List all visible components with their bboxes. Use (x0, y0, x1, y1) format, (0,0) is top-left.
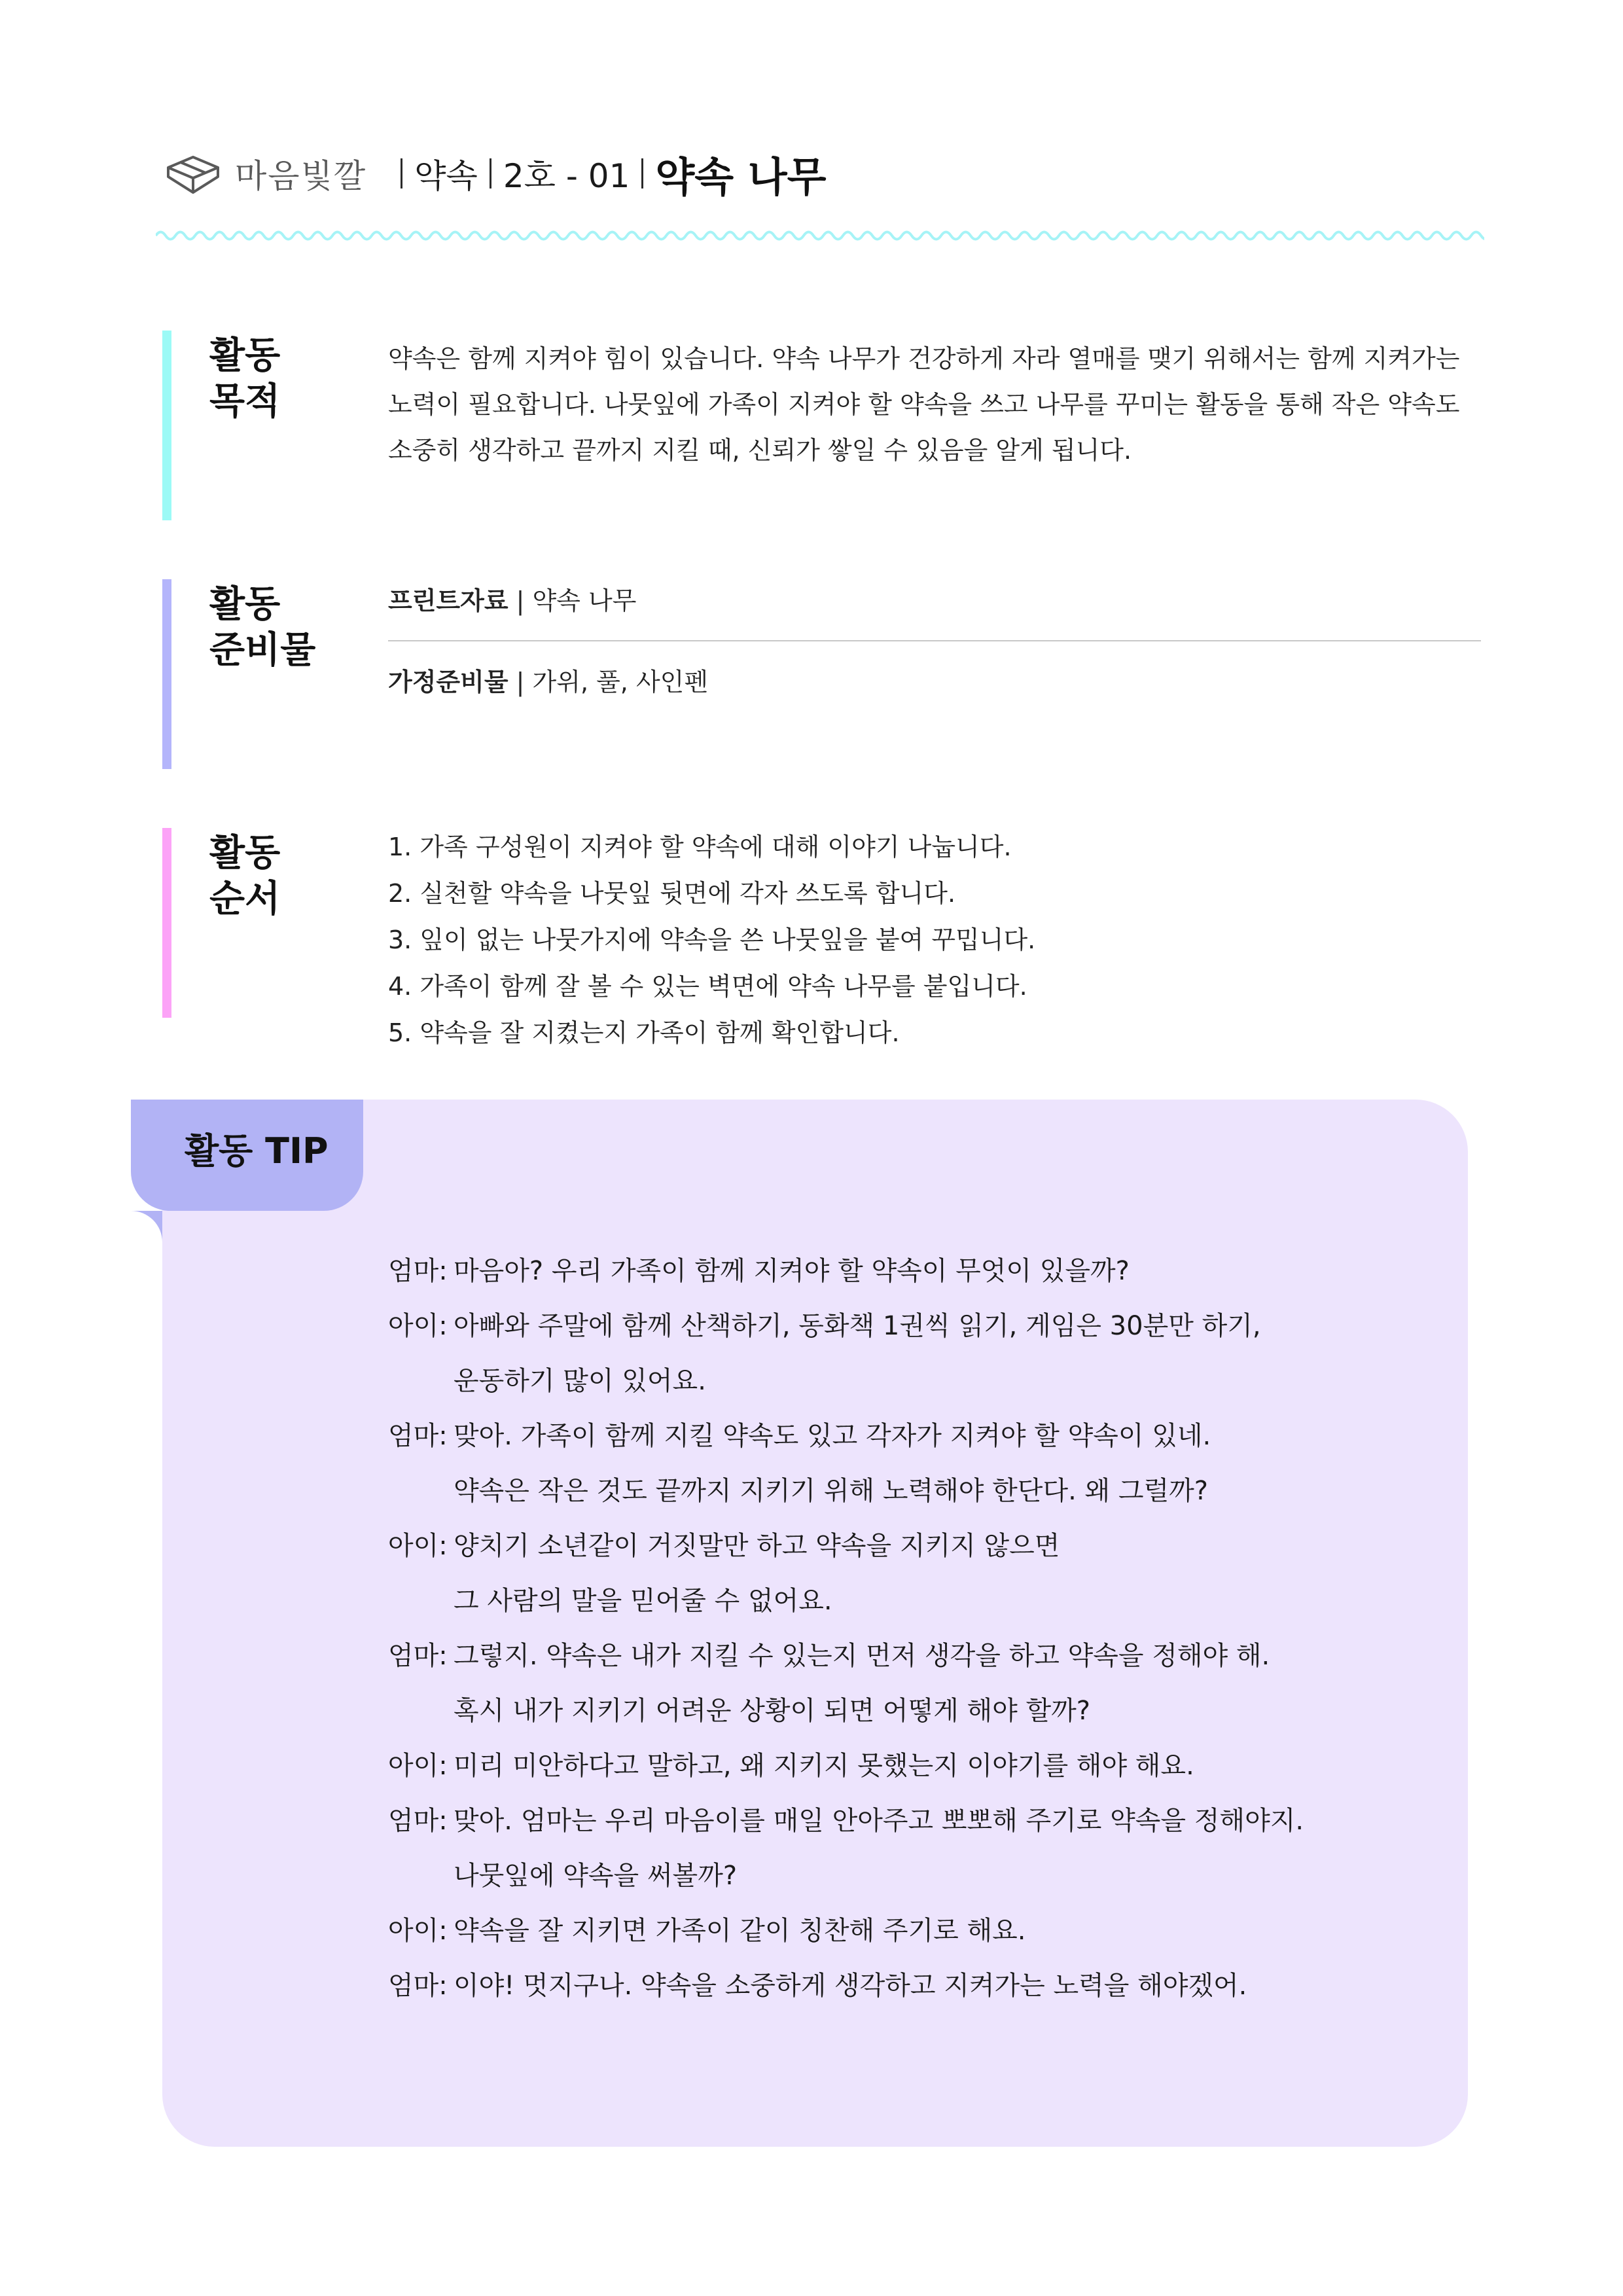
speaker-label: 엄마: (388, 1971, 448, 2001)
tip-dialogue (388, 1244, 1304, 2013)
steps-list (388, 824, 1481, 1056)
wavy-divider (156, 226, 1484, 245)
speaker-label: 아이: (388, 1916, 448, 1946)
dialogue-text: 맞아. 가족이 함께 지킬 약속도 있고 각자가 지켜야 할 약속이 있네. (454, 1421, 1211, 1451)
breadcrumb-issue: 2호 - 01 (503, 157, 630, 195)
dialogue-line (388, 1463, 1304, 1518)
tip-tab-notch (131, 1211, 162, 1242)
home-materials-label: 가정준비물 (388, 668, 508, 696)
speaker-label: 엄마: (388, 1806, 448, 1836)
list-item: 1. 가족 구성원이 지켜야 할 약속에 대해 이야기 나눕니다. (388, 833, 1012, 861)
section-title (209, 333, 280, 425)
materials-list (388, 579, 1481, 710)
materials-section (162, 579, 1481, 769)
print-materials-row (388, 584, 1481, 617)
home-materials-value: | 가위, 풀, 사인펜 (516, 668, 709, 696)
purpose-paragraph (388, 336, 1481, 473)
dialogue-line (388, 1793, 1304, 1848)
document-header (160, 141, 827, 206)
section-title (209, 831, 280, 922)
tip-tab (131, 1100, 363, 1211)
dialogue-text: 미리 미안하다고 말하고, 왜 지키지 못했는지 이야기를 해야 해요. (454, 1751, 1194, 1781)
list-item: 3. 잎이 없는 나뭇가지에 약속을 쓴 나뭇잎을 붙여 꾸밉니다. (388, 925, 1036, 954)
dialogue-line (388, 1738, 1304, 1793)
speaker-label: 아이: (388, 1311, 448, 1341)
dialogue-line (388, 1408, 1304, 1463)
section-title-line: 활동 (209, 832, 281, 874)
speaker-label (388, 1848, 454, 1903)
heart-cube-logo-icon (160, 151, 226, 196)
dialogue-text: 약속을 잘 지키면 가족이 같이 칭찬해 주기로 해요. (454, 1916, 1026, 1946)
steps-section (162, 828, 1481, 1047)
speaker-label: 아이: (388, 1531, 448, 1561)
section-title-line: 활동 (209, 583, 281, 626)
dialogue-text: 약속은 작은 것도 끝까지 지키기 위해 노력해야 한단다. 왜 그럴까? (454, 1476, 1209, 1506)
speaker-label: 엄마: (388, 1641, 448, 1671)
section-title-line: 목적 (209, 380, 281, 423)
dialogue-line (388, 1299, 1304, 1354)
paragraph-line: 노력이 필요합니다. 나뭇잎에 가족이 지켜야 할 약속을 쓰고 나무를 꾸미는 활동을 통해 작은 약속도 (388, 390, 1460, 419)
dialogue-line (388, 1354, 1304, 1408)
list-item: 5. 약속을 잘 지켰는지 가족이 함께 확인합니다. (388, 1018, 900, 1047)
dialogue-line (388, 1683, 1304, 1738)
home-materials-row (388, 666, 1481, 698)
speaker-label (388, 1573, 454, 1628)
section-accent-bar (162, 828, 171, 1018)
dialogue-text: 혹시 내가 지키기 어려운 상황이 되면 어떻게 해야 할까? (454, 1696, 1091, 1726)
dialogue-line (388, 1848, 1304, 1903)
row-divider (388, 640, 1481, 641)
section-accent-bar (162, 579, 171, 769)
breadcrumb-separator (641, 158, 643, 188)
dialogue-text: 그 사람의 말을 믿어줄 수 없어요. (454, 1586, 832, 1616)
section-title (209, 582, 315, 673)
speaker-label: 아이: (388, 1751, 448, 1781)
dialogue-text: 그렇지. 약속은 내가 지킬 수 있는지 먼저 생각을 하고 약속을 정해야 해. (454, 1641, 1270, 1671)
speaker-label (388, 1354, 454, 1408)
dialogue-text: 마음아? 우리 가족이 함께 지켜야 할 약속이 무엇이 있을까? (454, 1256, 1130, 1286)
speaker-label (388, 1683, 454, 1738)
speaker-label: 엄마: (388, 1256, 448, 1286)
dialogue-text: 나뭇잎에 약속을 써볼까? (454, 1861, 738, 1891)
dialogue-line (388, 1903, 1304, 1958)
section-title-line: 순서 (209, 878, 281, 920)
dialogue-text: 맞아. 엄마는 우리 마음이를 매일 안아주고 뽀뽀해 주기로 약속을 정해야지. (454, 1806, 1304, 1836)
list-item: 2. 실천할 약속을 나뭇잎 뒷면에 각자 쓰도록 합니다. (388, 879, 956, 908)
page-title: 약속 나무 (655, 152, 827, 201)
paragraph-line: 약속은 함께 지켜야 힘이 있습니다. 약속 나무가 건강하게 자라 열매를 맺기 위해서는 함께 지켜가는 (388, 344, 1460, 373)
dialogue-line (388, 1244, 1304, 1299)
breadcrumb-separator (401, 158, 402, 188)
paragraph-line: 소중히 생각하고 끝까지 지킬 때, 신뢰가 쌓일 수 있음을 알게 됩니다. (388, 436, 1132, 465)
dialogue-text: 이야! 멋지구나. 약속을 소중하게 생각하고 지켜가는 노력을 해야겠어. (454, 1971, 1247, 2001)
dialogue-line (388, 1628, 1304, 1683)
breadcrumb-separator (490, 158, 491, 188)
section-title-line: 준비물 (209, 629, 316, 672)
speaker-label (388, 1463, 454, 1518)
brand-name: 마음빛깔 (235, 157, 367, 195)
dialogue-text: 양치기 소년같이 거짓말만 하고 약속을 지키지 않으면 (454, 1531, 1060, 1561)
purpose-section (162, 331, 1481, 520)
list-item: 4. 가족이 함께 잘 볼 수 있는 벽면에 약속 나무를 붙입니다. (388, 972, 1027, 1001)
dialogue-line (388, 1573, 1304, 1628)
print-materials-value: | 약속 나무 (516, 586, 637, 615)
section-accent-bar (162, 331, 171, 520)
dialogue-text: 운동하기 많이 있어요. (454, 1366, 706, 1396)
speaker-label: 엄마: (388, 1421, 448, 1451)
tip-label: 활동 TIP (185, 1130, 329, 1172)
breadcrumb-category: 약속 (414, 157, 478, 195)
dialogue-line (388, 1518, 1304, 1573)
dialogue-line (388, 1958, 1304, 2013)
section-title-line: 활동 (209, 334, 281, 377)
print-materials-label: 프린트자료 (388, 586, 508, 615)
dialogue-text: 아빠와 주말에 함께 산책하기, 동화책 1권씩 읽기, 게임은 30분만 하기, (454, 1311, 1261, 1341)
